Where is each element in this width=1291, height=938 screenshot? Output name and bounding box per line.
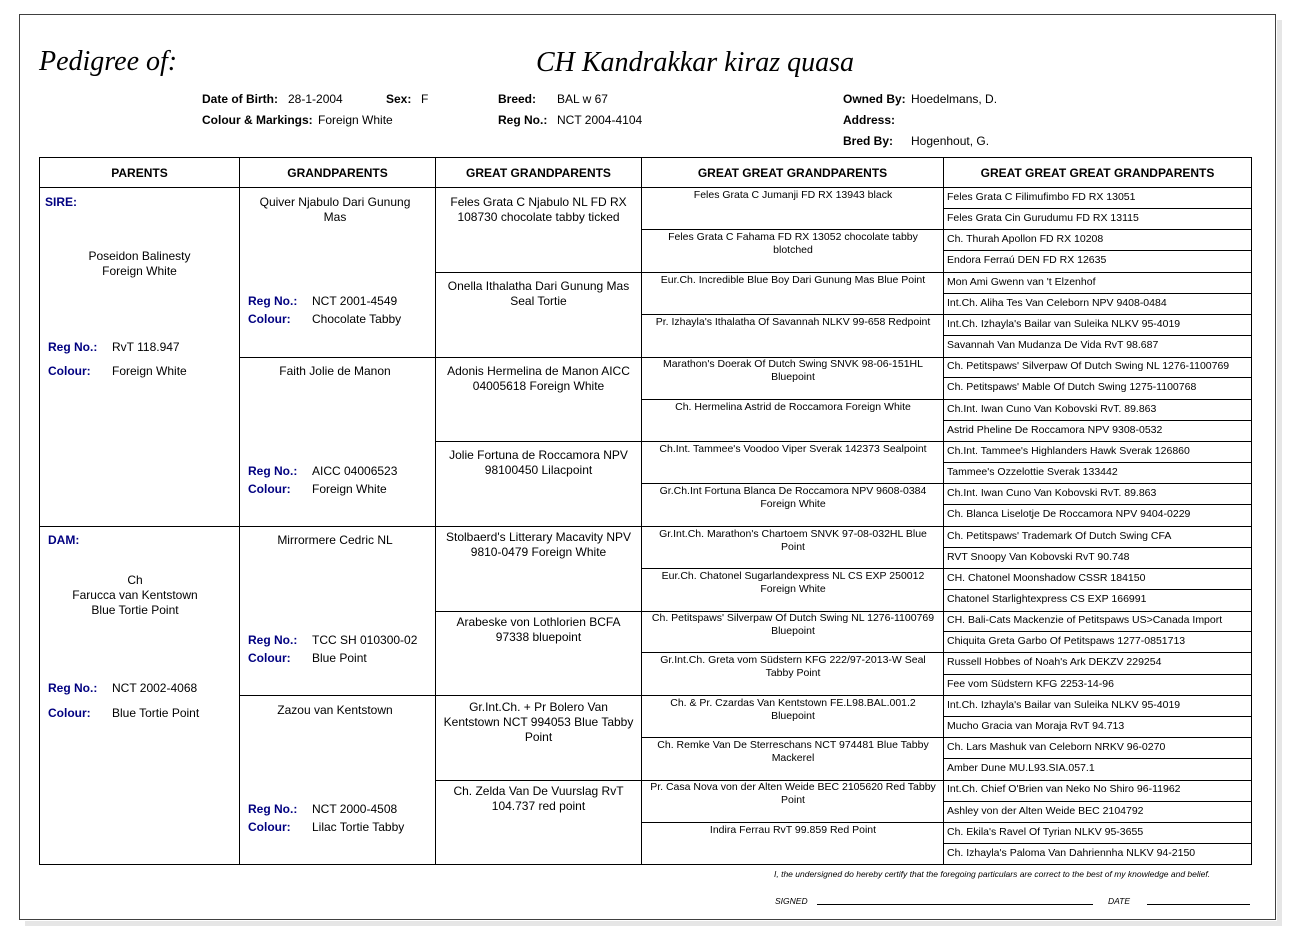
sex-label: Sex: [386, 92, 412, 106]
bred-value: Hogenhout, G. [911, 134, 990, 148]
gg-grandparent-divider [641, 822, 1252, 823]
owned-value: Hoedelmans, D. [911, 92, 998, 106]
ggg-grandparent-name: Mon Ami Gwenn van 't Elzenhof [947, 276, 1096, 288]
ggg-grandparent-divider [943, 335, 1252, 336]
gg-grandparent-divider [641, 483, 1252, 484]
ggg-grandparent-name: Russell Hobbes of Noah's Ark DEKZV 229254 [947, 656, 1162, 668]
ggg-grandparent-name: Ch. Petitspaws' Trademark Of Dutch Swing CFA [947, 530, 1172, 542]
grandparent-divider [239, 695, 1252, 696]
gg-grandparent-name: Indira Ferrau RvT 99.859 Red Point [709, 824, 877, 836]
ggg-grandparent-name: Endora Ferraú DEN FD RX 12635 [947, 254, 1107, 266]
ggg-grandparent-divider [943, 674, 1252, 675]
gg-grandparent-divider [641, 399, 1252, 400]
dam-title-line: Ch [127, 573, 143, 587]
gg-grandparent-name: Ch.Int. Tammee's Voodoo Viper Sverak 142373 Sealpoint [659, 443, 927, 455]
great-grandparent-name: Ch. Zelda Van De Vuurslag RvT 104.737 red point [453, 784, 624, 813]
great-grandparent-name: Onella Ithalatha Dari Gunung Mas Seal Tortie [447, 279, 630, 308]
great-grandparent-divider [435, 272, 1252, 273]
grandparent-reg-value: NCT 2000-4508 [312, 802, 398, 816]
sex-value: F [421, 92, 429, 106]
sire-label: SIRE: [45, 195, 78, 209]
table-header-border [39, 187, 1252, 188]
ggg-grandparent-name: Ch. Blanca Liselotje De Roccamora NPV 9404-0229 [947, 508, 1191, 520]
grandparent-colour-value: Lilac Tortie Tabby [312, 820, 405, 834]
ggg-grandparent-divider [943, 250, 1252, 251]
certification-text: I, the undersigned do hereby certify that the foregoing particulars are correct to the best of my knowledge and belief. [774, 869, 1211, 879]
ggg-grandparent-name: Ch.Int. Iwan Cuno Van Kobovski RvT. 89.863 [947, 403, 1157, 415]
ggg-grandparent-name: Feles Grata Cin Gurudumu FD RX 13115 [947, 212, 1139, 224]
ggg-grandparent-name: Ashley von der Alten Weide BEC 2104792 [947, 805, 1144, 817]
dam-colour-value: Blue Tortie Point [112, 706, 200, 720]
dob-label: Date of Birth: [202, 92, 278, 106]
ggg-grandparent-name: Int.Ch. Aliha Tes Van Celeborn NPV 9408-0484 [947, 297, 1167, 309]
dam-name-line: Farucca van Kentstown [72, 588, 198, 602]
ggg-grandparent-name: Ch. Lars Mashuk van Celeborn NRKV 96-0270 [947, 741, 1166, 753]
col-header-ggg-grandparents: GREAT GREAT GREAT GRANDPARENTS [980, 166, 1215, 180]
grandparent-reg-label: Reg No.: [248, 294, 298, 308]
gg-grandparent-name: Eur.Ch. Incredible Blue Boy Dari Gunung Mas Blue Point [660, 274, 926, 286]
gg-grandparent-name: Gr.Ch.Int Fortuna Blanca De Roccamora NPV 9608-0384 Foreign White [659, 485, 927, 510]
page-shadow-right [1277, 20, 1282, 926]
dam-label: DAM: [48, 533, 80, 547]
great-grandparent-name: Jolie Fortuna de Roccamora NPV 98100450 Lilacpoint [449, 448, 628, 477]
grandparent-reg-label: Reg No.: [248, 633, 298, 647]
colour-value: Foreign White [318, 113, 393, 127]
grandparent-colour-value: Foreign White [312, 482, 387, 496]
col-header-great-grandparents: GREAT GRANDPARENTS [466, 166, 611, 180]
ggg-grandparent-name: Fee vom Südstern KFG 2253-14-96 [947, 678, 1114, 690]
ggg-grandparent-name: Feles Grata C Filimufimbo FD RX 13051 [947, 191, 1136, 203]
grandparent-name: Quiver Njabulo Dari Gunung Mas [259, 195, 411, 224]
sire-dam-divider [39, 526, 1252, 527]
gg-grandparent-divider [641, 229, 1252, 230]
ggg-grandparent-divider [943, 758, 1252, 759]
dam-reg-label: Reg No.: [48, 681, 98, 695]
signed-label: SIGNED [775, 896, 808, 906]
ggg-grandparent-name: Ch. Ekila's Ravel Of Tyrian NLKV 95-3655 [947, 826, 1144, 838]
cat-name: CH Kandrakkar kiraz quasa [535, 47, 855, 78]
gg-grandparent-divider [641, 652, 1252, 653]
reg-value: NCT 2004-4104 [557, 113, 643, 127]
gg-grandparent-divider [641, 568, 1252, 569]
sire-name-line: Poseidon Balinesty [88, 249, 191, 263]
ggg-grandparent-name: Chiquita Greta Garbo Of Petitspaws 1277-0851713 [947, 635, 1186, 647]
ggg-grandparent-divider [943, 462, 1252, 463]
gg-grandparent-name: Ch. Petitspaws' Silverpaw Of Dutch Swing NL 1276-1100769 Bluepoint [651, 612, 935, 637]
ggg-grandparent-divider [943, 801, 1252, 802]
column-divider [641, 157, 642, 865]
gg-grandparent-name: Pr. Izhayla's Ithalatha Of Savannah NLKV 99-658 Redpoint [655, 316, 931, 328]
ggg-grandparent-divider [943, 504, 1252, 505]
ggg-grandparent-divider [943, 420, 1252, 421]
great-grandparent-divider [435, 441, 1252, 442]
column-divider [239, 157, 240, 865]
great-grandparent-name: Adonis Hermelina de Manon AICC 04005618 Foreign White [447, 364, 630, 393]
ggg-grandparent-name: Amber Dune MU.L93.SIA.057.1 [947, 762, 1095, 774]
date-line [1147, 904, 1250, 905]
col-header-grandparents: GRANDPARENTS [287, 166, 388, 180]
breed-value: BAL w 67 [557, 92, 608, 106]
sire-reg-value: RvT 118.947 [112, 340, 180, 354]
gg-grandparent-name: Eur.Ch. Chatonel Sugarlandexpress NL CS EXP 250012 Foreign White [661, 570, 925, 595]
address-label: Address: [843, 113, 896, 127]
ggg-grandparent-name: Mucho Gracia van Moraja RvT 94.713 [947, 720, 1125, 732]
grandparent-reg-value: AICC 04006523 [312, 464, 398, 478]
sire-reg-label: Reg No.: [48, 340, 98, 354]
ggg-grandparent-name: Int.Ch. Izhayla's Bailar van Suleika NLKV 95-4019 [947, 318, 1181, 330]
ggg-grandparent-name: Tammee's Ozzelottie Sverak 133442 [947, 466, 1118, 478]
grandparent-reg-value: NCT 2001-4549 [312, 294, 398, 308]
sire-colour-label: Colour: [48, 364, 91, 378]
ggg-grandparent-name: Ch. Thurah Apollon FD RX 10208 [947, 233, 1104, 245]
grandparent-colour-value: Chocolate Tabby [312, 312, 402, 326]
bred-label: Bred By: [843, 134, 894, 148]
grandparent-name: Mirrormere Cedric NL [277, 533, 393, 547]
sire-colour-line: Foreign White [102, 264, 177, 278]
ggg-grandparent-name: Ch.Int. Iwan Cuno Van Kobovski RvT. 89.863 [947, 487, 1157, 499]
great-grandparent-name: Feles Grata C Njabulo NL FD RX 108730 chocolate tabby ticked [450, 195, 627, 224]
sire-colour-value: Foreign White [112, 364, 187, 378]
ggg-grandparent-name: CH. Bali-Cats Mackenzie of Petitspaws US>Canada Import [947, 614, 1223, 626]
owned-label: Owned By: [843, 92, 906, 106]
ggg-grandparent-name: Int.Ch. Chief O'Brien van Neko No Shiro 96-11962 [947, 783, 1181, 795]
grandparent-colour-label: Colour: [248, 312, 291, 326]
grandparent-name: Zazou van Kentstown [277, 703, 393, 717]
gg-grandparent-name: Ch. Remke Van De Sterreschans NCT 974481 Blue Tabby Mackerel [657, 739, 929, 764]
table-top-border [39, 157, 1252, 158]
ggg-grandparent-name: RVT Snoopy Van Kobovski RvT 90.748 [947, 551, 1130, 563]
ggg-grandparent-divider [943, 589, 1252, 590]
ggg-grandparent-divider [943, 208, 1252, 209]
pedigree-label: Pedigree of: [39, 46, 178, 77]
ggg-grandparent-name: Ch. Izhayla's Paloma Van Dahriennha NLKV 94-2150 [947, 847, 1196, 859]
gg-grandparent-divider [641, 314, 1252, 315]
ggg-grandparent-name: Int.Ch. Izhayla's Bailar van Suleika NLKV 95-4019 [947, 699, 1181, 711]
gg-grandparent-name: Ch. & Pr. Czardas Van Kentstown FE.L98.BAL.001.2 Bluepoint [670, 697, 916, 722]
gg-grandparent-name: Gr.Int.Ch. Marathon's Chartoem SNVK 97-08-032HL Blue Point [659, 528, 927, 553]
grandparent-name: Faith Jolie de Manon [279, 364, 391, 378]
date-label: DATE [1108, 896, 1131, 906]
gg-grandparent-name: Feles Grata C Fahama FD RX 13052 chocolate tabby blotched [668, 231, 918, 256]
col-header-gg-grandparents: GREAT GREAT GRANDPARENTS [697, 166, 888, 180]
ggg-grandparent-divider [943, 716, 1252, 717]
grandparent-colour-value: Blue Point [312, 651, 367, 665]
ggg-grandparent-name: Astrid Pheline De Roccamora NPV 9308-0532 [947, 424, 1163, 436]
great-grandparent-name: Gr.Int.Ch. + Pr Bolero Van Kentstown NCT 994053 Blue Tabby Point [443, 700, 634, 744]
ggg-grandparent-name: CH. Chatonel Moonshadow CSSR 184150 [947, 572, 1146, 584]
great-grandparent-name: Arabeske von Lothlorien BCFA 97338 bluepoint [456, 615, 621, 644]
grandparent-reg-value: TCC SH 010300-02 [312, 633, 418, 647]
ggg-grandparent-divider [943, 547, 1252, 548]
gg-grandparent-name: Ch. Hermelina Astrid de Roccamora Foreign White [675, 401, 911, 413]
grandparent-colour-label: Colour: [248, 820, 291, 834]
ggg-grandparent-divider [943, 377, 1252, 378]
dam-colour-line: Blue Tortie Point [91, 603, 179, 617]
grandparent-colour-label: Colour: [248, 651, 291, 665]
gg-grandparent-divider [641, 737, 1252, 738]
column-divider [435, 157, 436, 865]
ggg-grandparent-name: Ch.Int. Tammee's Highlanders Hawk Sverak 126860 [947, 445, 1190, 457]
ggg-grandparent-name: Ch. Petitspaws' Mable Of Dutch Swing 1275-1100768 [947, 381, 1197, 393]
dob-value: 28-1-2004 [288, 92, 343, 106]
reg-label: Reg No.: [498, 113, 548, 127]
gg-grandparent-name: Pr. Casa Nova von der Alten Weide BEC 2105620 Red Tabby Point [650, 781, 936, 806]
ggg-grandparent-name: Savannah Van Mudanza De Vida RvT 98.687 [947, 339, 1159, 351]
ggg-grandparent-name: Ch. Petitspaws' Silverpaw Of Dutch Swing NL 1276-1100769 [947, 360, 1230, 372]
signed-line [817, 904, 1093, 905]
grandparent-colour-label: Colour: [248, 482, 291, 496]
ggg-grandparent-divider [943, 631, 1252, 632]
ggg-grandparent-name: Chatonel Starlightexpress CS EXP 166991 [947, 593, 1147, 605]
page-shadow-bottom [25, 921, 1282, 926]
grandparent-reg-label: Reg No.: [248, 802, 298, 816]
dam-reg-value: NCT 2002-4068 [112, 681, 198, 695]
gg-grandparent-name: Feles Grata C Jumanji FD RX 13943 black [693, 189, 893, 201]
great-grandparent-name: Stolbaerd's Litterary Macavity NPV 9810-0479 Foreign White [445, 530, 632, 559]
gg-grandparent-name: Marathon's Doerak Of Dutch Swing SNVK 98-06-151HL Bluepoint [663, 358, 923, 383]
ggg-grandparent-divider [943, 293, 1252, 294]
gg-grandparent-name: Gr.Int.Ch. Greta vom Südstern KFG 222/97-2013-W Seal Tabby Point [660, 654, 926, 679]
col-header-parents: PARENTS [111, 166, 168, 180]
ggg-grandparent-divider [943, 843, 1252, 844]
table-bottom-border [39, 864, 1252, 865]
dam-colour-label: Colour: [48, 706, 91, 720]
grandparent-reg-label: Reg No.: [248, 464, 298, 478]
breed-label: Breed: [498, 92, 537, 106]
colour-label: Colour & Markings: [202, 113, 313, 127]
